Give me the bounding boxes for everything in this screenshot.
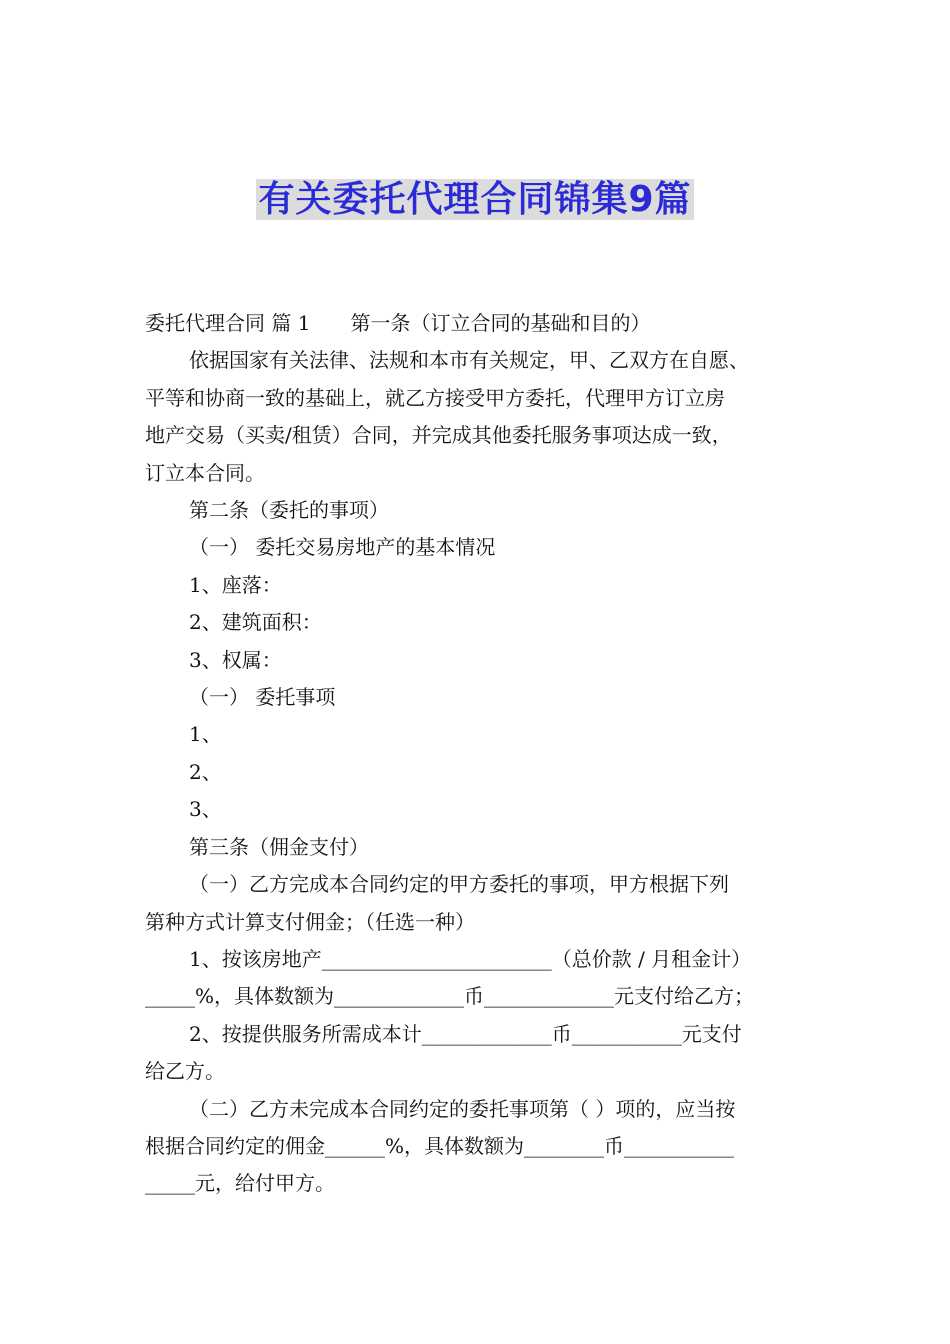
paragraph-line: （二）乙方未完成本合同约定的委托事项第（ ）项的，应当按 [189, 1096, 736, 1121]
list-item: 1、座落： [189, 572, 282, 597]
contract-heading-line [145, 305, 815, 342]
list-item: 2、建筑面积： [189, 610, 322, 635]
document-body [145, 305, 815, 1203]
paragraph-line: _____元，给付甲方。 [145, 1171, 335, 1196]
article-1-heading: 第一条（订立合同的基础和目的） [350, 311, 651, 335]
paragraph-line: 订立本合同。 [145, 460, 265, 485]
section-heading: （一） 委托事项 [189, 685, 336, 710]
list-item: 2、 [189, 759, 222, 784]
paragraph-line: 根据合同约定的佣金______%，具体数额为________币___________ [145, 1133, 735, 1158]
paragraph-line: （一）乙方完成本合同约定的甲方委托的事项，甲方根据下列 [189, 872, 729, 897]
paragraph-line: 平等和协商一致的基础上，就乙方接受甲方委托，代理甲方订立房 [145, 385, 725, 410]
paragraph-line: 地产交易（买卖/租赁）合同，并完成其他委托服务事项达成一致， [145, 423, 732, 448]
paragraph-line: 依据国家有关法律、法规和本市有关规定，甲、乙双方在自愿、 [189, 348, 749, 373]
list-item: 3、权属： [189, 647, 282, 672]
paragraph-line: 第种方式计算支付佣金；（任选一种） [145, 909, 475, 934]
list-item: 1、 [189, 722, 222, 747]
list-item: 3、 [189, 797, 222, 822]
paragraph-line: 2、按提供服务所需成本计_____________币___________元支付 [189, 1021, 742, 1046]
article-2-heading: 第二条（委托的事项） [189, 498, 389, 523]
paragraph-line: 给乙方。 [145, 1059, 225, 1084]
article-3-heading: 第三条（佣金支付） [189, 834, 369, 859]
section-heading: （一） 委托交易房地产的基本情况 [189, 535, 496, 560]
contract-number: 委托代理合同 篇 1 [145, 311, 311, 335]
paragraph-line: 1、按该房地产_______________________（总价款 / 月租金计） [189, 946, 752, 971]
document-title: 有关委托代理合同锦集9篇 [258, 179, 692, 220]
paragraph-line: _____%，具体数额为_____________币_____________元支付给乙方； [145, 984, 755, 1009]
